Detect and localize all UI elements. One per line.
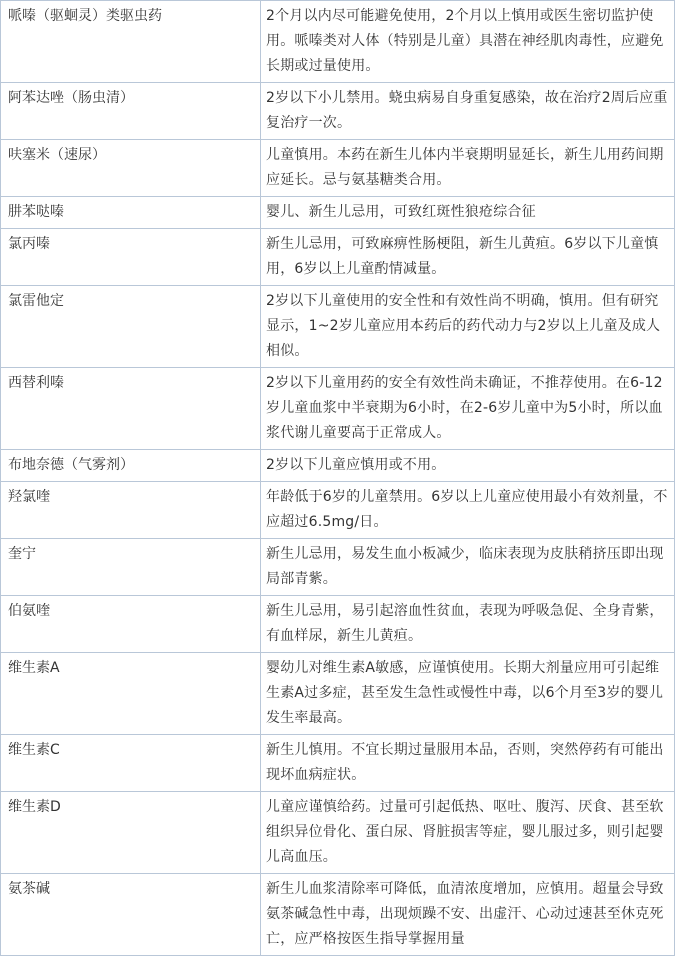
table-row (1, 368, 675, 450)
table-row (1, 286, 675, 368)
drug-name-cell: 氯雷他定 (1, 286, 261, 368)
drug-name-cell: 羟氯喹 (1, 482, 261, 539)
drug-table-body (1, 1, 675, 956)
drug-name-cell: 西替利嗪 (1, 368, 261, 450)
drug-note-cell: 婴儿、新生儿忌用，可致红斑性狼疮综合征 (261, 197, 675, 229)
table-row (1, 83, 675, 140)
table-row (1, 1, 675, 83)
drug-note-cell: 2岁以下儿童使用的安全性和有效性尚不明确，慎用。但有研究显示，1~2岁儿童应用本药后的药代动力与2岁以上儿童及成人相似。 (261, 286, 675, 368)
drug-name-cell: 伯氨喹 (1, 596, 261, 653)
drug-note-cell: 婴幼儿对维生素A敏感，应谨慎使用。长期大剂量应用可引起维生素A过多症，甚至发生急性或慢性中毒，以6个月至3岁的婴儿发生率最高。 (261, 653, 675, 735)
drug-name-cell: 哌嗪（驱蛔灵）类驱虫药 (1, 1, 261, 83)
table-row (1, 539, 675, 596)
drug-name-cell: 维生素C (1, 735, 261, 792)
drug-name-cell: 阿苯达唑（肠虫清） (1, 83, 261, 140)
table-row (1, 735, 675, 792)
drug-name-cell: 呋塞米（速尿） (1, 140, 261, 197)
drug-note-cell: 新生儿忌用，可致麻痹性肠梗阻，新生儿黄疸。6岁以下儿童慎用，6岁以上儿童酌情减量。 (261, 229, 675, 286)
drug-name-cell: 肼苯哒嗪 (1, 197, 261, 229)
table-row (1, 874, 675, 956)
drug-note-cell: 新生儿慎用。不宜长期过量服用本品，否则，突然停药有可能出现坏血病症状。 (261, 735, 675, 792)
drug-note-cell: 儿童慎用。本药在新生儿体内半衰期明显延长，新生儿用药间期应延长。忌与氨基糖类合用。 (261, 140, 675, 197)
table-row (1, 596, 675, 653)
table-row (1, 229, 675, 286)
drug-note-cell: 新生儿忌用，易引起溶血性贫血，表现为呼吸急促、全身青紫，有血样尿，新生儿黄疸。 (261, 596, 675, 653)
table-row (1, 197, 675, 229)
drug-name-cell: 维生素D (1, 792, 261, 874)
drug-note-cell: 2个月以内尽可能避免使用，2个月以上慎用或医生密切监护使用。哌嗪类对人体（特别是儿童）具潜在神经肌肉毒性，应避免长期或过量使用。 (261, 1, 675, 83)
drug-note-cell: 2岁以下小儿禁用。蛲虫病易自身重复感染，故在治疗2周后应重复治疗一次。 (261, 83, 675, 140)
drug-name-cell: 布地奈德（气雾剂） (1, 450, 261, 482)
drug-name-cell: 氯丙嗪 (1, 229, 261, 286)
drug-note-cell: 2岁以下儿童用药的安全有效性尚未确证，不推荐使用。在6-12岁儿童血浆中半衰期为6小时，在2-6岁儿童中为5小时，所以血浆代谢儿童要高于正常成人。 (261, 368, 675, 450)
drug-name-cell: 维生素A (1, 653, 261, 735)
table-row (1, 653, 675, 735)
drug-note-cell: 儿童应谨慎给药。过量可引起低热、呕吐、腹泻、厌食、甚至软组织异位骨化、蛋白尿、肾脏损害等症，婴儿服过多，则引起婴儿高血压。 (261, 792, 675, 874)
table-row (1, 792, 675, 874)
drug-note-cell: 新生儿血浆清除率可降低，血清浓度增加，应慎用。超量会导致氨茶碱急性中毒，出现烦躁不安、出虚汗、心动过速甚至休克死亡，应严格按医生指导掌握用量 (261, 874, 675, 956)
drug-name-cell: 奎宁 (1, 539, 261, 596)
table-row (1, 482, 675, 539)
drug-note-cell: 2岁以下儿童应慎用或不用。 (261, 450, 675, 482)
drug-note-cell: 年龄低于6岁的儿童禁用。6岁以上儿童应使用最小有效剂量，不应超过6.5mg/日。 (261, 482, 675, 539)
drug-note-cell: 新生儿忌用，易发生血小板减少，临床表现为皮肤稍挤压即出现局部青紫。 (261, 539, 675, 596)
table-row (1, 140, 675, 197)
drug-name-cell: 氨茶碱 (1, 874, 261, 956)
table-row (1, 450, 675, 482)
